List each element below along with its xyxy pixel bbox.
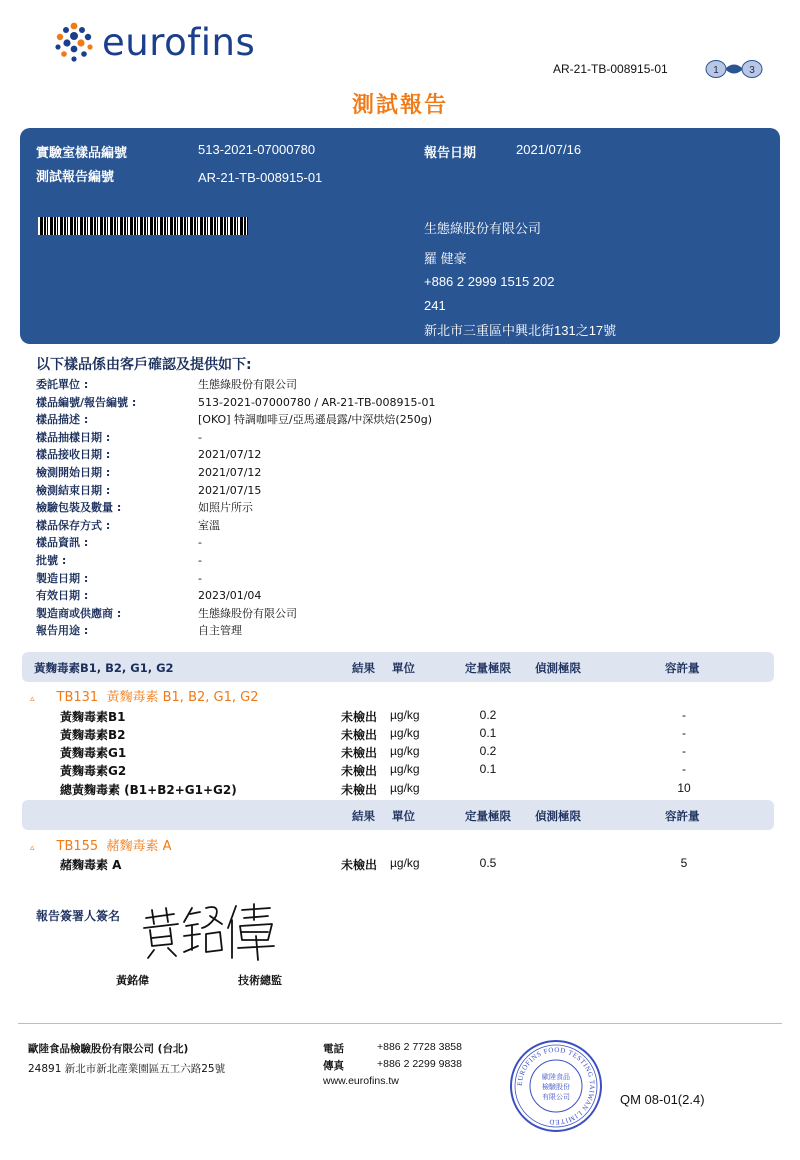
analyte-result: 未檢出 [341, 764, 378, 778]
report-date: 2021/07/16 [516, 142, 582, 157]
svg-text:EUROFINS FOOD TESTING TAIWAN L: EUROFINS FOOD TESTING TAIWAN LIMITED [515, 1045, 597, 1127]
sample-field-label: 批號 : [36, 553, 67, 567]
group-title-tb155 [30, 835, 172, 854]
table-row [0, 760, 800, 778]
footer-divider [18, 1023, 782, 1024]
list-item [36, 482, 556, 500]
footer-fax-label: 傳真 [323, 1060, 344, 1072]
analyte-name: 黃麴毒素B2 [60, 728, 126, 742]
report-no: AR-21-TB-008915-01 [198, 170, 323, 185]
list-item [36, 464, 556, 482]
list-item [36, 517, 556, 535]
sample-field-label: 報告用途 : [36, 624, 89, 638]
report-no-label: 測試報告編號 [36, 170, 115, 185]
eurofins-logo [52, 18, 255, 66]
analyte-limit: - [682, 726, 686, 740]
table-group-header: 黃麴毒素B1, B2, G1, G2 [34, 661, 174, 675]
footer-phone-label: 電話 [323, 1043, 344, 1055]
warning-triangle-icon: ▵ [30, 843, 35, 853]
sample-field-label: 製造商或供應商 : [36, 606, 122, 620]
list-item [36, 587, 556, 605]
result-col-header: 結果 [352, 809, 375, 823]
analyte-result: 未檢出 [341, 728, 378, 742]
page-current: 1 [713, 65, 719, 76]
footer-fax: +886 2 2299 9838 [377, 1058, 462, 1070]
sample-field-label: 樣品資訊 : [36, 536, 89, 550]
list-item [36, 429, 556, 447]
limit-col-header: 容許量 [665, 809, 700, 823]
sample-field-value: 2021/07/12 [198, 465, 262, 479]
analyte-loq: 0.2 [479, 744, 497, 758]
lab-sample-no: 513-2021-07000780 [198, 142, 316, 157]
list-item [36, 534, 556, 552]
customer-address: 新北市三重區中興北街131之17號 [424, 323, 617, 338]
loq-col-header: 定量極限 [465, 661, 511, 675]
sample-field-label: 樣品接收日期 : [36, 448, 111, 462]
logo-wordmark: eurofins [102, 20, 256, 64]
signature-label: 報告簽署人簽名 [36, 909, 121, 923]
analyte-limit: - [682, 762, 686, 776]
analyte-result: 未檢出 [341, 746, 378, 760]
header-report-id: AR-21-TB-008915-01 [553, 62, 668, 76]
group-name: 赭麴毒素 A [106, 839, 172, 854]
sample-field-value: 2021/07/12 [198, 448, 262, 462]
result-col-header: 結果 [352, 661, 375, 675]
contact-name: 羅 健豪 [424, 251, 467, 266]
list-item [36, 394, 556, 412]
sample-field-value: 生態綠股份有限公司 [198, 378, 297, 391]
sample-field-label: 檢驗包裝及數量 : [36, 501, 122, 515]
footer-website[interactable]: www.eurofins.tw [323, 1075, 399, 1087]
analyte-name: 黃麴毒素G1 [60, 746, 127, 760]
sample-field-value: 自主管理 [198, 624, 242, 638]
svg-text:檢驗股份: 檢驗股份 [542, 1083, 570, 1091]
group-name: 黃麴毒素 B1, B2, G1, G2 [106, 690, 259, 705]
sample-field-label: 樣品編號/報告編號 : [36, 395, 137, 409]
sample-field-label: 檢測開始日期 : [36, 465, 111, 479]
report-date-label: 報告日期 [424, 146, 477, 161]
list-item [36, 446, 556, 464]
sample-field-value: - [198, 536, 202, 550]
analyte-unit: µg/kg [390, 856, 420, 870]
analyte-loq: 0.1 [479, 726, 497, 740]
report-barcode [34, 214, 252, 238]
svg-text:有限公司: 有限公司 [542, 1093, 570, 1101]
page-title: 測試報告 [351, 93, 448, 118]
analyte-name: 總黃麴毒素 (B1+B2+G1+G2) [60, 783, 237, 797]
unit-col-header: 單位 [392, 809, 415, 823]
sample-field-value: 如照片所示 [198, 501, 253, 515]
list-item [36, 605, 556, 623]
lod-col-header: 偵測極限 [535, 809, 581, 823]
sample-field-label: 委託單位 : [36, 378, 89, 391]
group-title-tb131 [30, 686, 258, 705]
sample-field-value: 2021/07/15 [198, 483, 262, 497]
sample-field-value: - [198, 430, 202, 444]
sample-field-value: - [198, 571, 202, 585]
list-item [36, 552, 556, 570]
signer-title: 技術總監 [238, 974, 282, 987]
analyte-loq: 0.2 [479, 708, 497, 722]
analyte-unit: µg/kg [390, 708, 420, 722]
sample-field-label: 製造日期 : [36, 571, 89, 585]
list-item [36, 570, 556, 588]
analyte-unit: µg/kg [390, 744, 420, 758]
analyte-loq: 0.1 [479, 762, 497, 776]
loq-col-header: 定量極限 [465, 809, 511, 823]
sample-field-label: 樣品抽樣日期 : [36, 430, 111, 444]
analyte-name: 黃麴毒素B1 [60, 710, 126, 724]
footer-address: 24891 新北市新北產業園區五工六路25號 [28, 1063, 226, 1075]
analyte-name: 赭麴毒素 A [60, 858, 122, 872]
table-row [0, 854, 800, 872]
group-code: TB155 [56, 839, 99, 854]
table-row [0, 742, 800, 760]
postal-code: 241 [424, 298, 446, 313]
customer-company: 生態綠股份有限公司 [424, 221, 542, 236]
list-item [36, 499, 556, 517]
analyte-limit: - [682, 744, 686, 758]
lod-col-header: 偵測極限 [535, 661, 581, 675]
analyte-limit: - [682, 708, 686, 722]
table-row [0, 724, 800, 742]
limit-col-header: 容許量 [665, 661, 700, 675]
report-info-box [20, 128, 780, 344]
sample-field-label: 檢測結束日期 : [36, 483, 111, 497]
table-row [0, 779, 800, 797]
results-table-header [22, 800, 774, 830]
contact-phone: +886 2 2999 1515 202 [424, 274, 555, 289]
form-code: QM 08-01(2.4) [620, 1092, 705, 1107]
sample-field-value: 513-2021-07000780 / AR-21-TB-008915-01 [198, 395, 436, 409]
signer-name: 黃銘偉 [116, 974, 149, 987]
table-row [0, 706, 800, 724]
sample-field-value: - [198, 553, 202, 567]
analyte-result: 未檢出 [341, 710, 378, 724]
handwritten-signature [140, 900, 280, 962]
sample-field-value: [OKO] 特調咖啡豆/亞馬遜晨露/中深烘焙(250g) [198, 413, 432, 427]
sample-info-title: 以下樣品係由客戶確認及提供如下: [36, 357, 252, 373]
analyte-unit: µg/kg [390, 781, 420, 795]
sample-info-list [36, 376, 556, 640]
svg-text:歐陸食品: 歐陸食品 [542, 1073, 570, 1081]
analyte-limit: 5 [680, 856, 688, 870]
group-code: TB131 [56, 690, 99, 705]
unit-col-header: 單位 [392, 661, 415, 675]
footer-phone: +886 2 7728 3858 [377, 1041, 462, 1053]
lab-sample-no-label: 實驗室樣品編號 [36, 146, 128, 161]
analyte-unit: µg/kg [390, 726, 420, 740]
analyte-result: 未檢出 [341, 783, 378, 797]
list-item [36, 622, 556, 640]
analyte-loq: 0.5 [479, 856, 497, 870]
sample-field-label: 樣品描述 : [36, 413, 89, 427]
eurofins-dots-icon [52, 20, 96, 64]
results-table-header [22, 652, 774, 682]
sample-field-value: 生態綠股份有限公司 [198, 606, 297, 620]
list-item [36, 376, 556, 394]
page-total: 3 [749, 65, 755, 76]
analyte-limit: 10 [677, 781, 691, 795]
analyte-name: 黃麴毒素G2 [60, 764, 127, 778]
analyte-unit: µg/kg [390, 762, 420, 776]
analyte-result: 未檢出 [341, 858, 378, 872]
sample-field-label: 樣品保存方式 : [36, 518, 111, 532]
list-item [36, 411, 556, 429]
footer-company: 歐陸食品檢驗股份有限公司 (台北) [28, 1043, 189, 1055]
sample-field-value: 室溫 [198, 518, 220, 532]
sample-field-label: 有效日期 : [36, 589, 89, 603]
page-indicator [705, 59, 763, 79]
sample-field-value: 2023/01/04 [198, 589, 262, 603]
warning-triangle-icon: ▵ [30, 694, 35, 704]
company-seal-stamp [509, 1039, 603, 1133]
